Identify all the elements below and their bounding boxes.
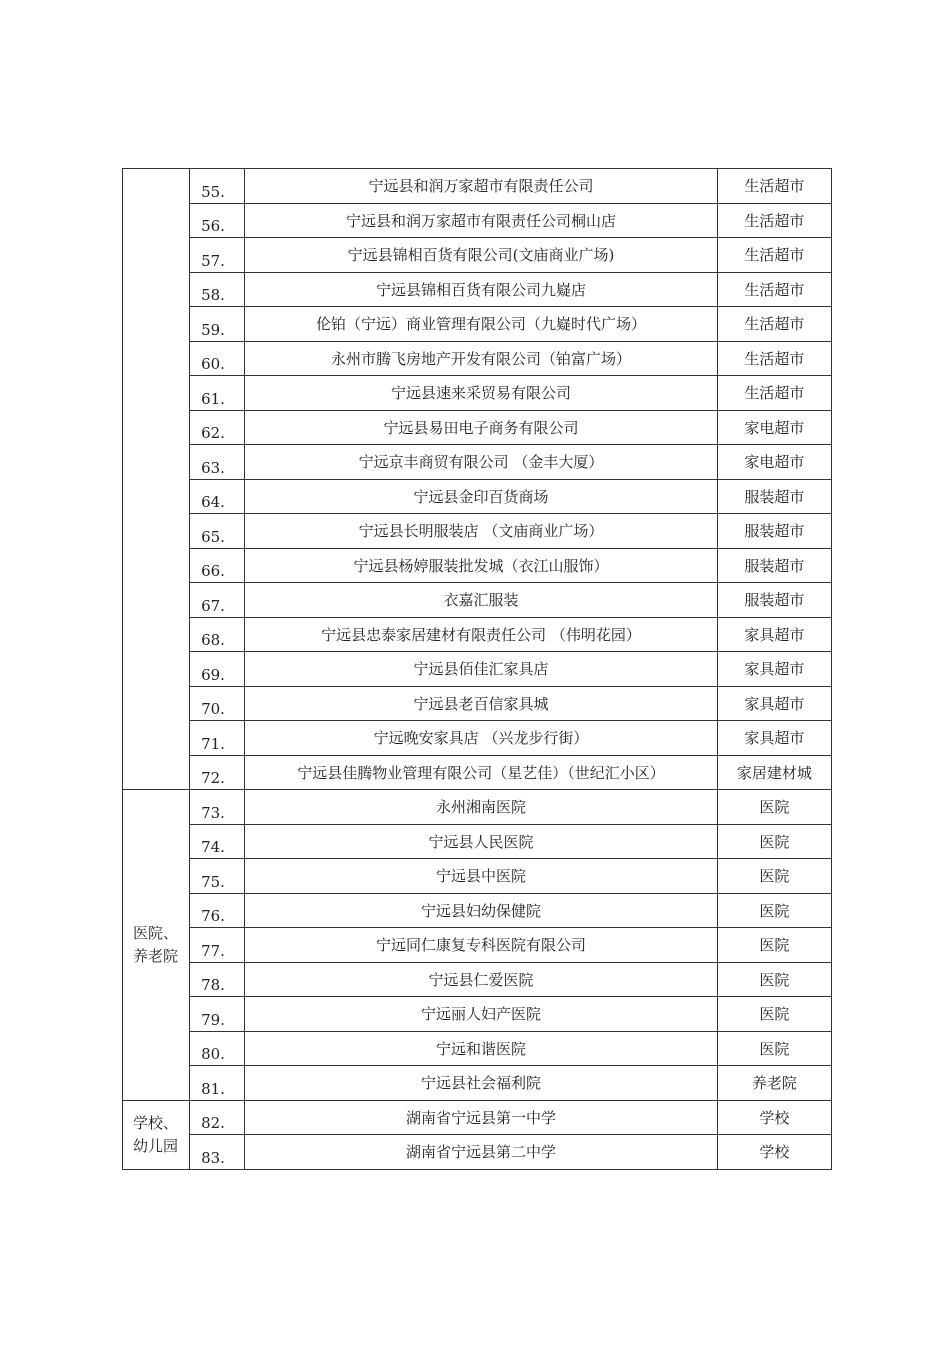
table-row xyxy=(123,169,832,204)
row-number: 57. xyxy=(190,238,245,273)
org-name: 宁远县杨婷服装批发城（衣江山服饰） xyxy=(245,548,718,583)
row-number: 62. xyxy=(190,410,245,445)
venue-table xyxy=(122,168,832,1170)
org-name: 宁远县速来采贸易有限公司 xyxy=(245,376,718,411)
table-row xyxy=(123,238,832,273)
table-row xyxy=(123,1031,832,1066)
venue-type: 医院 xyxy=(717,824,831,859)
org-name: 宁远同仁康复专科医院有限公司 xyxy=(245,928,718,963)
venue-type: 家具超市 xyxy=(717,617,831,652)
org-name: 宁远京丰商贸有限公司 （金丰大厦） xyxy=(245,445,718,480)
table-row xyxy=(123,790,832,825)
table-row xyxy=(123,962,832,997)
row-number: 71. xyxy=(190,721,245,756)
org-name: 宁远县中医院 xyxy=(245,859,718,894)
org-name: 宁远和谐医院 xyxy=(245,1031,718,1066)
table-row xyxy=(123,859,832,894)
org-name: 宁远县社会福利院 xyxy=(245,1066,718,1101)
org-name: 衣嘉汇服装 xyxy=(245,583,718,618)
row-number: 70. xyxy=(190,686,245,721)
table-row xyxy=(123,548,832,583)
category-cell xyxy=(123,1100,190,1169)
venue-type: 家电超市 xyxy=(717,410,831,445)
table-row xyxy=(123,652,832,687)
org-name: 宁远县易田电子商务有限公司 xyxy=(245,410,718,445)
row-number: 65. xyxy=(190,514,245,549)
venue-type: 医院 xyxy=(717,962,831,997)
category-label: 学校、幼儿园 xyxy=(133,1113,179,1155)
venue-type: 学校 xyxy=(717,1100,831,1135)
table-row xyxy=(123,1100,832,1135)
table-row xyxy=(123,1066,832,1101)
row-number: 66. xyxy=(190,548,245,583)
table-row xyxy=(123,686,832,721)
row-number: 75. xyxy=(190,859,245,894)
table-row xyxy=(123,514,832,549)
org-name: 宁远丽人妇产医院 xyxy=(245,997,718,1032)
org-name: 宁远县仁爱医院 xyxy=(245,962,718,997)
table-row xyxy=(123,376,832,411)
row-number: 64. xyxy=(190,479,245,514)
category-cell xyxy=(123,790,190,1101)
row-number: 74. xyxy=(190,824,245,859)
row-number: 68. xyxy=(190,617,245,652)
venue-type: 养老院 xyxy=(717,1066,831,1101)
row-number: 58. xyxy=(190,272,245,307)
row-number: 79. xyxy=(190,997,245,1032)
venue-type: 生活超市 xyxy=(717,272,831,307)
table-row xyxy=(123,721,832,756)
row-number: 69. xyxy=(190,652,245,687)
row-number: 82. xyxy=(190,1100,245,1135)
row-number: 76. xyxy=(190,893,245,928)
row-number: 72. xyxy=(190,755,245,790)
row-number: 56. xyxy=(190,203,245,238)
venue-type: 生活超市 xyxy=(717,203,831,238)
row-number: 81. xyxy=(190,1066,245,1101)
org-name: 宁远县忠泰家居建材有限责任公司 （伟明花园） xyxy=(245,617,718,652)
org-name: 宁远县长明服装店 （文庙商业广场） xyxy=(245,514,718,549)
org-name: 宁远县锦相百货有限公司(文庙商业广场) xyxy=(245,238,718,273)
table-row xyxy=(123,307,832,342)
category-cell xyxy=(123,169,190,790)
venue-type: 家具超市 xyxy=(717,686,831,721)
venue-type: 生活超市 xyxy=(717,238,831,273)
venue-type: 医院 xyxy=(717,859,831,894)
venue-type: 服装超市 xyxy=(717,548,831,583)
table-row xyxy=(123,893,832,928)
category-label: 医院、养老院 xyxy=(133,923,179,965)
venue-type: 医院 xyxy=(717,1031,831,1066)
table-row xyxy=(123,928,832,963)
venue-type: 服装超市 xyxy=(717,479,831,514)
org-name: 宁远县老百信家具城 xyxy=(245,686,718,721)
table-row xyxy=(123,583,832,618)
row-number: 63. xyxy=(190,445,245,480)
venue-type: 医院 xyxy=(717,997,831,1032)
org-name: 伦铂（宁远）商业管理有限公司（九嶷时代广场） xyxy=(245,307,718,342)
row-number: 67. xyxy=(190,583,245,618)
org-name: 宁远县和润万家超市有限责任公司桐山店 xyxy=(245,203,718,238)
row-number: 78. xyxy=(190,962,245,997)
venue-type: 医院 xyxy=(717,790,831,825)
table-row xyxy=(123,617,832,652)
org-name: 宁远县妇幼保健院 xyxy=(245,893,718,928)
table-row xyxy=(123,997,832,1032)
venue-type: 医院 xyxy=(717,928,831,963)
row-number: 61. xyxy=(190,376,245,411)
venue-type: 家居建材城 xyxy=(717,755,831,790)
venue-type: 家具超市 xyxy=(717,652,831,687)
table-row xyxy=(123,272,832,307)
table-row xyxy=(123,1135,832,1170)
org-name: 宁远县佰佳汇家具店 xyxy=(245,652,718,687)
org-name: 湖南省宁远县第二中学 xyxy=(245,1135,718,1170)
org-name: 宁远县和润万家超市有限责任公司 xyxy=(245,169,718,204)
venue-type: 生活超市 xyxy=(717,307,831,342)
org-name: 永州湘南医院 xyxy=(245,790,718,825)
table-row xyxy=(123,479,832,514)
table-row xyxy=(123,445,832,480)
row-number: 83. xyxy=(190,1135,245,1170)
row-number: 59. xyxy=(190,307,245,342)
org-name: 宁远县锦相百货有限公司九嶷店 xyxy=(245,272,718,307)
venue-type: 医院 xyxy=(717,893,831,928)
venue-type: 生活超市 xyxy=(717,376,831,411)
row-number: 73. xyxy=(190,790,245,825)
org-name: 宁远县人民医院 xyxy=(245,824,718,859)
org-name: 宁远县佳腾物业管理有限公司（星艺佳）（世纪汇小区） xyxy=(245,755,718,790)
table-row xyxy=(123,410,832,445)
venue-type: 家具超市 xyxy=(717,721,831,756)
table-row xyxy=(123,341,832,376)
org-name: 湖南省宁远县第一中学 xyxy=(245,1100,718,1135)
venue-type: 生活超市 xyxy=(717,341,831,376)
venue-type: 服装超市 xyxy=(717,583,831,618)
row-number: 80. xyxy=(190,1031,245,1066)
table-row xyxy=(123,203,832,238)
row-number: 77. xyxy=(190,928,245,963)
org-name: 宁远晚安家具店 （兴龙步行街） xyxy=(245,721,718,756)
org-name: 宁远县金印百货商场 xyxy=(245,479,718,514)
row-number: 60. xyxy=(190,341,245,376)
table-row xyxy=(123,824,832,859)
table-row xyxy=(123,755,832,790)
venue-type: 学校 xyxy=(717,1135,831,1170)
row-number: 55. xyxy=(190,169,245,204)
venue-type: 服装超市 xyxy=(717,514,831,549)
venue-type: 家电超市 xyxy=(717,445,831,480)
venue-type: 生活超市 xyxy=(717,169,831,204)
org-name: 永州市腾飞房地产开发有限公司（铂富广场） xyxy=(245,341,718,376)
